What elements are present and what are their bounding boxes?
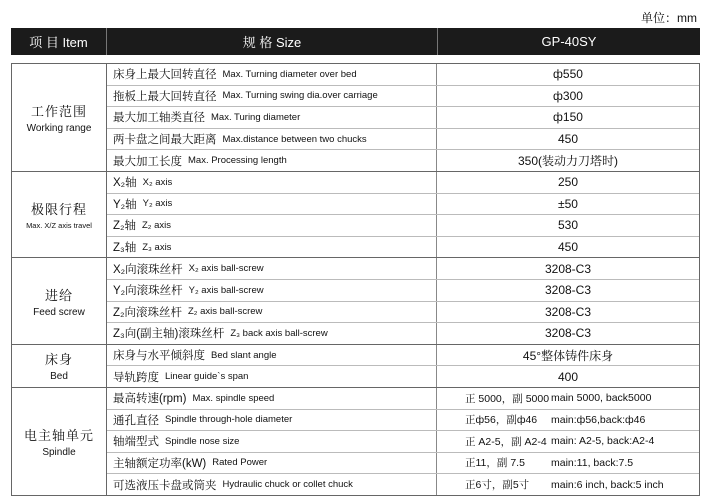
spec-en: Z₃ axis: [142, 241, 172, 253]
spec-value-en: main:6 inch, back:5 inch: [551, 478, 664, 491]
spec-en: Max. spindle speed: [192, 392, 275, 404]
spec-en: Y₂ axis: [142, 198, 173, 210]
group-working-range: [11, 64, 700, 172]
spec-zh: Z₃向(副主轴)滚珠丝杆: [113, 328, 225, 341]
table-row: [107, 301, 699, 323]
spec-en: Max.distance between two chucks: [222, 133, 367, 145]
spec-en: X₂ axis ball-screw: [188, 263, 264, 275]
group-label-zh: 床身: [44, 352, 73, 368]
table-row: [107, 388, 699, 409]
spec-value: ф150: [553, 110, 583, 125]
spec-value: [437, 410, 699, 431]
spec-en: Max. Processing length: [188, 155, 287, 167]
table-header: [11, 28, 700, 55]
spec-value-en: main 5000, back5000: [551, 392, 652, 405]
group-label-zh: 电主轴单元: [23, 427, 94, 443]
spec-zh: Z₃轴: [113, 242, 137, 255]
group-label-en: Max. X/Z axis travel: [26, 221, 92, 231]
spec-zh: 最高转速(rpm): [113, 393, 187, 406]
spec-value-en: main:ф56,back:ф46: [551, 413, 646, 426]
table-row: [107, 149, 699, 171]
spec-value: ±50: [558, 196, 578, 211]
spec-en: Spindle nose size: [165, 435, 240, 447]
spec-value: [437, 388, 699, 409]
spec-zh: 床身上最大回转直径: [113, 69, 217, 82]
group-feed-screw: [11, 258, 700, 344]
group-bed: [11, 345, 700, 388]
group-label-zh: 极限行程: [30, 202, 87, 218]
spec-value: 450: [557, 132, 579, 147]
spec-en: Bed slant angle: [211, 349, 277, 361]
spec-en: Rated Power: [212, 457, 268, 469]
group-axis-travel: [11, 172, 700, 258]
header-spec: 规 格 Size: [107, 28, 438, 55]
spec-value: 530: [557, 218, 579, 233]
group-label-en: Spindle: [42, 446, 76, 458]
group-label: [12, 258, 107, 343]
group-label-en: Feed screw: [33, 306, 85, 318]
table-row: [107, 430, 699, 452]
spec-zh: 轴端型式: [113, 436, 159, 449]
group-label: [12, 64, 107, 171]
unit-label: 单位：mm: [641, 11, 697, 25]
header-item: 项 目 Item: [11, 28, 107, 55]
table-row: [107, 365, 699, 387]
spec-zh: 床身与水平倾斜度: [113, 350, 205, 363]
spec-en: Max. Turning swing dia.over carriage: [222, 90, 378, 102]
spec-value: 250: [557, 175, 579, 190]
spec-value: [437, 431, 699, 452]
header-gap: [11, 55, 700, 64]
spec-value: 3208-C3: [544, 304, 592, 319]
group-label-en: Bed: [50, 371, 68, 383]
table-row: [107, 473, 699, 495]
spec-zh: 拖板上最大回转直径: [113, 90, 217, 103]
group-label-zh: 进给: [44, 287, 73, 303]
spec-value-en: main: A2-5, back:A2-4: [551, 435, 655, 448]
group-spindle: [11, 388, 700, 496]
spec-value-zh: 正6寸，副5寸: [465, 479, 530, 492]
spec-zh: Y₂向滚珠丝杆: [113, 285, 183, 298]
table-row: [107, 409, 699, 431]
table-row: [107, 128, 699, 150]
spec-en: Z₃ back axis ball-screw: [230, 327, 328, 339]
spec-value-zh: 正 A2-5，副 A2-4: [465, 435, 547, 448]
spec-zh: Z₂轴: [113, 220, 136, 233]
spec-zh: 主轴额定功率(kW): [113, 457, 207, 470]
spec-value: 3208-C3: [544, 283, 592, 298]
spec-zh: Y₂轴: [113, 198, 137, 211]
table-row: [107, 322, 699, 344]
table-row: [107, 193, 699, 215]
spec-en: Z₂ axis ball-screw: [188, 306, 263, 318]
header-model: GP-40SY: [541, 34, 597, 49]
spec-value: 350(装动力刀塔时): [517, 154, 618, 169]
spec-table: [11, 28, 700, 496]
table-row: [107, 172, 699, 193]
spec-en: Y₂ axis ball-screw: [188, 284, 264, 296]
table-row: [107, 85, 699, 107]
spec-en: Max. Turing diameter: [211, 111, 301, 123]
spec-en: Hydraulic chuck or collet chuck: [222, 479, 353, 491]
spec-zh: 两卡盘之间最大距离: [113, 134, 217, 147]
table-row: [107, 452, 699, 474]
spec-zh: X₂轴: [113, 177, 137, 190]
spec-en: Max. Turning diameter over bed: [222, 68, 357, 80]
table-row: [107, 214, 699, 236]
group-label-en: Working range: [26, 122, 92, 134]
group-label: [12, 345, 107, 387]
spec-value: 3208-C3: [544, 326, 592, 341]
spec-value: [437, 474, 699, 495]
table-row: [107, 345, 699, 366]
spec-zh: 最大加工长度: [113, 155, 182, 168]
spec-value: ф300: [553, 88, 583, 103]
spec-value: [437, 453, 699, 474]
spec-value-zh: 正 5000，副 5000: [465, 392, 550, 405]
table-row: [107, 279, 699, 301]
spec-value-zh: 正ф56，副ф46: [465, 414, 538, 427]
table-row: [107, 106, 699, 128]
spec-zh: 通孔直径: [113, 414, 159, 427]
spec-zh: 可选液压卡盘或筒夹: [113, 479, 217, 492]
spec-en: X₂ axis: [142, 176, 173, 188]
spec-value: 45°整体铸件床身: [522, 348, 614, 363]
table-row: [107, 236, 699, 258]
spec-zh: 最大加工轴类直径: [113, 112, 205, 125]
spec-value: 400: [557, 369, 579, 384]
spec-en: Linear guide`s span: [165, 371, 249, 383]
spec-zh: X₂向滚珠丝杆: [113, 263, 183, 276]
spec-value-zh: 正11，副 7.5: [465, 457, 525, 470]
table-row: [107, 64, 699, 85]
table-row: [107, 258, 699, 279]
group-label: [12, 172, 107, 257]
spec-value-en: main:11, back:7.5: [551, 456, 634, 469]
spec-value: ф550: [553, 67, 583, 82]
spec-zh: Z₂向滚珠丝杆: [113, 306, 182, 319]
spec-value: 3208-C3: [544, 261, 592, 276]
spec-zh: 导轨跨度: [113, 371, 159, 384]
spec-en: Spindle through-hole diameter: [165, 414, 293, 426]
group-label-zh: 工作范围: [30, 103, 87, 119]
spec-value: 450: [557, 240, 579, 255]
group-label: [12, 388, 107, 495]
spec-en: Z₂ axis: [142, 219, 172, 231]
